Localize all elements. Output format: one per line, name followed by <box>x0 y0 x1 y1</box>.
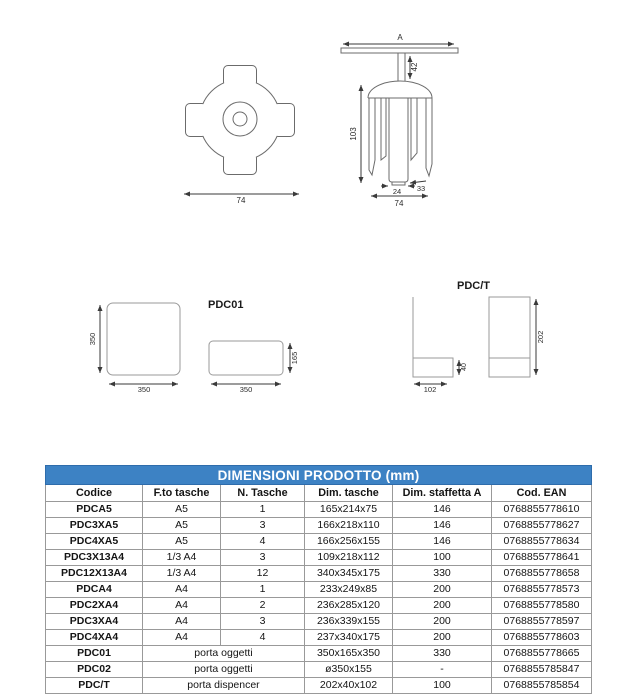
cell-ntasche: 1 <box>221 502 305 518</box>
cell-codice: PDC12X13A4 <box>46 566 143 582</box>
table-title: DIMENSIONI PRODOTTO (mm) <box>46 466 592 485</box>
cell-dim: 202x40x102 <box>305 678 393 694</box>
bracket-dome <box>368 81 432 98</box>
cell-codice: PDC02 <box>46 662 143 678</box>
knob-width-dim-label: 74 <box>236 196 246 205</box>
bracket-33-dim-label: 33 <box>416 184 426 193</box>
cell-codice: PDC3XA4 <box>46 614 143 630</box>
bracket-top-bar <box>341 48 458 53</box>
cell-staffetta: 200 <box>393 582 492 598</box>
cell-staffetta: - <box>393 662 492 678</box>
knob-center-hole <box>233 112 247 126</box>
cell-dim: 233x249x85 <box>305 582 393 598</box>
cell-ean: 0768855778573 <box>492 582 592 598</box>
cell-ean: 0768855778658 <box>492 566 592 582</box>
pdc01-box-height-dim-label: 165 <box>290 351 299 365</box>
cell-formato: A5 <box>143 534 221 550</box>
pdct-side-tray <box>413 358 453 377</box>
pdc01-square-front <box>107 303 180 375</box>
cell-ean: 0768855778665 <box>492 646 592 662</box>
table-row <box>46 662 592 678</box>
table-row <box>46 582 592 598</box>
cell-staffetta: 330 <box>393 646 492 662</box>
pdct-figure-label: PDC/T <box>457 280 490 292</box>
cell-dim: 166x218x110 <box>305 518 393 534</box>
cell-tipo-merged: porta oggetti <box>143 662 305 678</box>
bracket-24-dim-label: 24 <box>392 187 402 196</box>
pdct-front-view <box>489 297 530 377</box>
cell-dim: 165x214x75 <box>305 502 393 518</box>
pdc01-square-width-dim-label: 350 <box>137 385 151 394</box>
pdct-tray-depth-dim-label: 102 <box>423 385 437 394</box>
cell-ean: 0768855785847 <box>492 662 592 678</box>
bracket-leg-center-foot <box>392 182 405 185</box>
cell-tipo-merged: porta oggetti <box>143 646 305 662</box>
cell-dim: 340x345x175 <box>305 566 393 582</box>
pdc01-box-side <box>209 341 283 375</box>
cell-codice: PDC4XA5 <box>46 534 143 550</box>
cell-staffetta: 146 <box>393 518 492 534</box>
bracket-height-dim-label: 103 <box>349 127 358 141</box>
cell-staffetta: 200 <box>393 598 492 614</box>
bracket-leg-center <box>389 98 408 182</box>
cell-tipo-merged: porta dispencer <box>143 678 305 694</box>
bracket-33-arrow <box>410 181 426 183</box>
cell-staffetta: 200 <box>393 630 492 646</box>
col-header-ntasche: N. Tasche <box>221 485 305 502</box>
bracket-leg-left-fin <box>381 98 386 160</box>
col-header-codice: Codice <box>46 485 143 502</box>
pdc01-box-width-dim-label: 350 <box>239 385 253 394</box>
table-row <box>46 678 592 694</box>
cell-dim: 166x256x155 <box>305 534 393 550</box>
cell-ean: 0768855778610 <box>492 502 592 518</box>
pdct-tray-height-dim-label: 40 <box>461 363 468 371</box>
cell-dim: 350x165x350 <box>305 646 393 662</box>
cell-ntasche: 4 <box>221 630 305 646</box>
bracket-stem-dim-label: 42 <box>410 62 419 72</box>
cell-ean: 0768855778580 <box>492 598 592 614</box>
cell-ntasche: 3 <box>221 518 305 534</box>
cell-formato: A5 <box>143 502 221 518</box>
cell-formato: A4 <box>143 630 221 646</box>
cell-staffetta: 100 <box>393 550 492 566</box>
bracket-A-dim-label: A <box>397 33 403 42</box>
cell-codice: PDCA4 <box>46 582 143 598</box>
col-header-dim-tasche: Dim. tasche <box>305 485 393 502</box>
cell-codice: PDC01 <box>46 646 143 662</box>
cell-formato: 1/3 A4 <box>143 550 221 566</box>
cell-ntasche: 3 <box>221 614 305 630</box>
cell-ean: 0768855778634 <box>492 534 592 550</box>
cell-staffetta: 200 <box>393 614 492 630</box>
bracket-leg-right-outer <box>426 98 432 176</box>
cell-codice: PDC3X13A4 <box>46 550 143 566</box>
table-row <box>46 502 592 518</box>
table-row <box>46 550 592 566</box>
cell-dim: 236x285x120 <box>305 598 393 614</box>
cell-staffetta: 100 <box>393 678 492 694</box>
cell-formato: A4 <box>143 598 221 614</box>
cell-ntasche: 2 <box>221 598 305 614</box>
col-header-ean: Cod. EAN <box>492 485 592 502</box>
cell-formato: 1/3 A4 <box>143 566 221 582</box>
table-title-row <box>46 466 592 485</box>
pdc01-drawing <box>88 299 299 394</box>
cell-codice: PDC/T <box>46 678 143 694</box>
bracket-leg-right-fin <box>411 98 417 160</box>
bracket-side-view <box>341 33 458 208</box>
cell-dim: 236x339x155 <box>305 614 393 630</box>
bracket-stem <box>398 53 405 83</box>
pdct-drawing <box>413 280 545 394</box>
cell-staffetta: 146 <box>393 502 492 518</box>
cell-codice: PDC2XA4 <box>46 598 143 614</box>
cell-ntasche: 4 <box>221 534 305 550</box>
bracket-width-dim-label: 74 <box>394 199 404 208</box>
pdct-height-dim-label: 202 <box>536 330 545 344</box>
table-row <box>46 534 592 550</box>
cell-ean: 0768855785854 <box>492 678 592 694</box>
table-row <box>46 566 592 582</box>
cell-ntasche: 12 <box>221 566 305 582</box>
table-row <box>46 518 592 534</box>
cell-formato: A4 <box>143 582 221 598</box>
bracket-leg-left-outer <box>369 98 375 175</box>
cell-formato: A4 <box>143 614 221 630</box>
pdc01-square-height-dim-label: 350 <box>88 332 97 346</box>
cell-ean: 0768855778641 <box>492 550 592 566</box>
col-header-staffetta: Dim. staffetta A <box>393 485 492 502</box>
cell-ean: 0768855778603 <box>492 630 592 646</box>
table-row <box>46 614 592 630</box>
cell-ean: 0768855778597 <box>492 614 592 630</box>
product-dimensions-table <box>45 465 592 694</box>
cell-ntasche: 3 <box>221 550 305 566</box>
table-row <box>46 598 592 614</box>
cell-formato: A5 <box>143 518 221 534</box>
knob-top-view <box>184 66 299 205</box>
table-row <box>46 646 592 662</box>
cell-staffetta: 330 <box>393 566 492 582</box>
cell-codice: PDCA5 <box>46 502 143 518</box>
cell-codice: PDC3XA5 <box>46 518 143 534</box>
table-header-row <box>46 485 592 502</box>
pdc01-figure-label: PDC01 <box>208 299 244 311</box>
cell-ntasche: 1 <box>221 582 305 598</box>
cell-ean: 0768855778627 <box>492 518 592 534</box>
col-header-formato: F.to tasche <box>143 485 221 502</box>
cell-dim: ø350x155 <box>305 662 393 678</box>
cell-dim: 237x340x175 <box>305 630 393 646</box>
cell-dim: 109x218x112 <box>305 550 393 566</box>
table-row <box>46 630 592 646</box>
cell-codice: PDC4XA4 <box>46 630 143 646</box>
cell-staffetta: 146 <box>393 534 492 550</box>
